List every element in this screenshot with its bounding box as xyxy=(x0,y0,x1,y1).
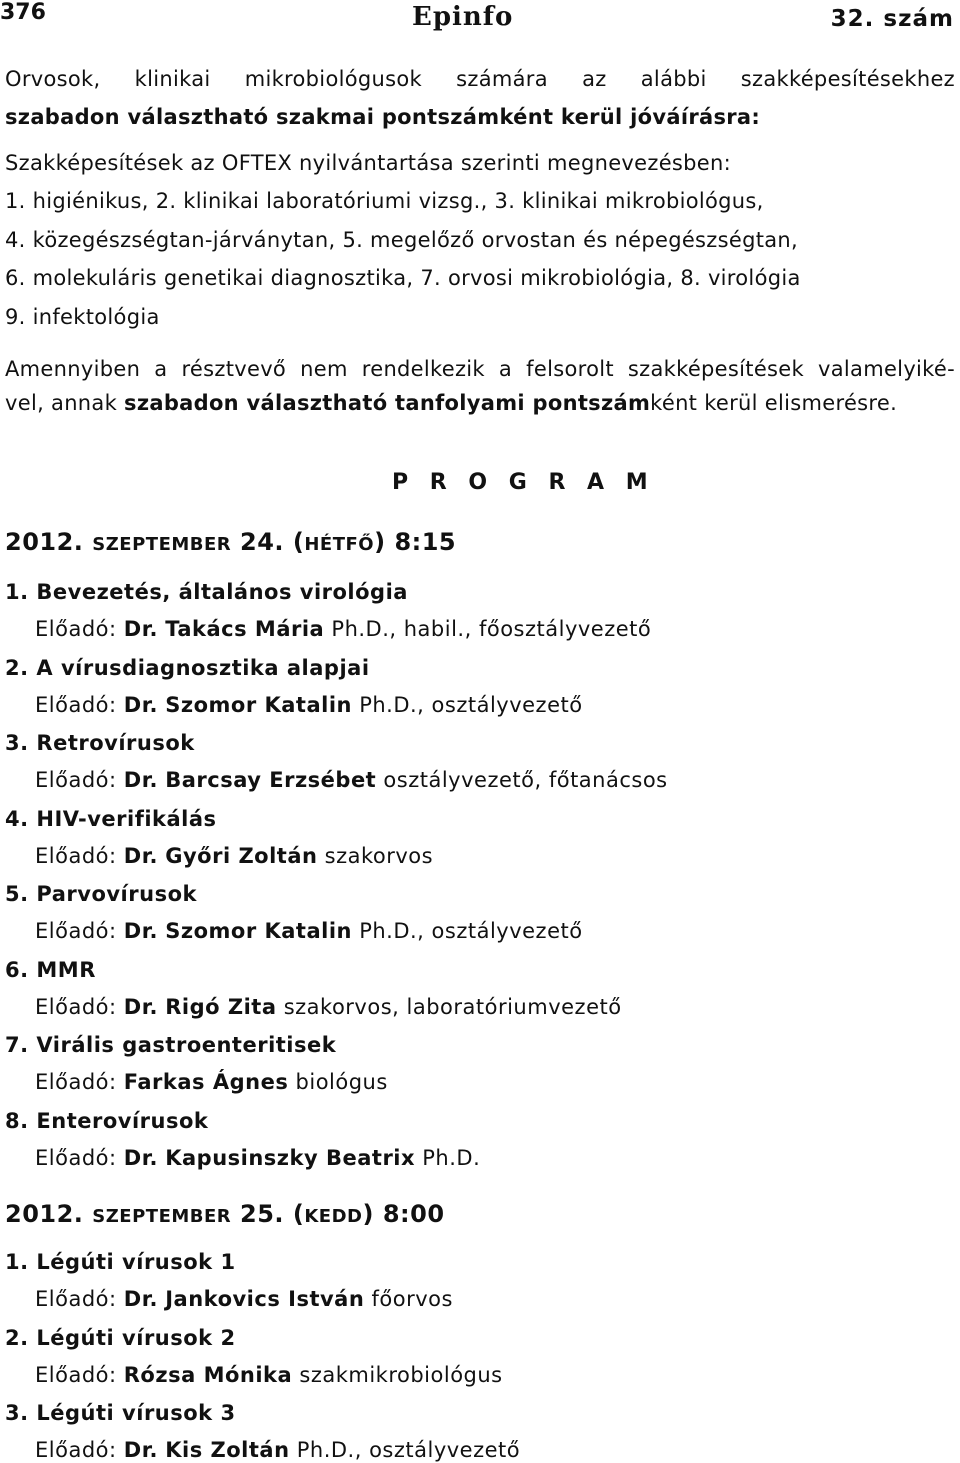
lecture-title: 3. Légúti vírusok 3 xyxy=(5,1401,236,1425)
presenter-title: Dr. xyxy=(123,617,159,641)
lecture-presenter xyxy=(35,919,583,943)
presenter-role: Ph.D., osztályvezető xyxy=(359,919,583,943)
specialty-line-1: 1. higiénikus, 2. klinikai laboratóriumi vizsg., 3. klinikai mikrobiológus, xyxy=(5,189,764,213)
lecture-title: 2. A vírusdiagnosztika alapjai xyxy=(5,655,370,680)
presenter-label: Előadó: xyxy=(35,1438,117,1462)
lecture-title: 5. Parvovírusok xyxy=(5,882,197,906)
condition-line-1: Amennyiben a résztvevő nem rendelkezik a felsorolt szakképesítések valamelyiké- xyxy=(5,357,955,381)
presenter-role: Ph.D., habil., főosztályvezető xyxy=(331,617,652,641)
presenter-role: biológus xyxy=(295,1070,388,1094)
specialty-line-2: 4. közegészségtan-járványtan, 5. megelőző orvostan és népegészségtan, xyxy=(5,228,799,252)
presenter-title: Dr. xyxy=(123,843,159,868)
lecture-title: 1. Bevezetés, általános virológia xyxy=(5,580,408,604)
lecture-presenter xyxy=(35,1070,388,1094)
presenter-label: Előadó: xyxy=(35,768,117,792)
presenter-title: Dr. xyxy=(123,919,159,943)
presenter-name: Farkas Ágnes xyxy=(123,1070,289,1094)
presenter-title: Dr. xyxy=(123,768,159,792)
date-month: SZEPTEMBER xyxy=(92,1206,232,1227)
presenter-role: Ph.D., osztályvezető xyxy=(359,692,583,717)
lecture-presenter xyxy=(35,844,433,868)
presenter-role: Ph.D. xyxy=(422,1145,481,1170)
presenter-role: főorvos xyxy=(371,1287,453,1311)
lecture-title: 4. HIV-verifikálás xyxy=(5,806,217,831)
presenter-name: Kapusinszky Beatrix xyxy=(165,1145,416,1170)
condition-line-2: vel, annak szabadon választható tanfolyami pontszámként kerül elismerésre. xyxy=(5,391,898,415)
lecture-presenter xyxy=(35,693,583,717)
program-date: 2012. SZEPTEMBER 25. (KEDD) 8:00 xyxy=(5,1200,445,1228)
presenter-role: osztályvezető, főtanácsos xyxy=(383,768,668,792)
presenter-name: Barcsay Erzsébet xyxy=(165,768,377,792)
presenter-label: Előadó: xyxy=(35,617,117,641)
lecture-title: 3. Retrovírusok xyxy=(5,731,195,755)
lecture-title: 6. MMR xyxy=(5,957,96,982)
lecture-presenter xyxy=(35,768,668,792)
lecture-presenter xyxy=(35,1438,520,1462)
lecture-presenter xyxy=(35,1146,480,1170)
presenter-name: Rózsa Mónika xyxy=(123,1362,293,1387)
date-year: 2012. xyxy=(5,528,84,556)
date-month: SZEPTEMBER xyxy=(92,534,232,555)
presenter-name: Rigó Zita xyxy=(165,994,277,1019)
intro-line-2: szabadon választható szakmai pontszámként kerül jóváírásra: xyxy=(5,105,761,129)
presenter-name: Győri Zoltán xyxy=(165,843,318,868)
date-day: 25. xyxy=(240,1200,285,1228)
presenter-label: Előadó: xyxy=(35,843,117,868)
presenter-name: Szomor Katalin xyxy=(165,692,352,717)
presenter-role: szakorvos, laboratóriumvezető xyxy=(283,994,622,1019)
page-number: 376 xyxy=(0,0,46,25)
presenter-title: Dr. xyxy=(123,692,159,717)
presenter-label: Előadó: xyxy=(35,1362,117,1387)
presenter-name: Szomor Katalin xyxy=(165,919,352,943)
presenter-label: Előadó: xyxy=(35,919,117,943)
presenter-title: Dr. xyxy=(123,1145,159,1170)
lecture-title: 7. Virális gastroenteritisek xyxy=(5,1033,337,1057)
lecture-presenter xyxy=(35,995,622,1019)
specialty-line-3: 6. molekuláris genetikai diagnosztika, 7. orvosi mikrobiológia, 8. virológia xyxy=(5,266,801,290)
date-weekday: KEDD xyxy=(304,1206,363,1227)
date-weekday: HÉTFŐ xyxy=(304,534,375,555)
program-title: P R O G R A M xyxy=(392,470,655,495)
lecture-presenter xyxy=(35,1287,453,1311)
lecture-title: 8. Enterovírusok xyxy=(5,1108,209,1133)
presenter-role: Ph.D., osztályvezető xyxy=(296,1438,521,1462)
presenter-label: Előadó: xyxy=(35,1287,117,1311)
presenter-label: Előadó: xyxy=(35,1070,117,1094)
lecture-presenter xyxy=(35,617,651,641)
date-time: 8:15 xyxy=(394,528,457,556)
issue-number: 32. szám xyxy=(830,6,954,32)
intro-line-3: Szakképesítések az OFTEX nyilvántartása szerinti megnevezésben: xyxy=(5,151,731,175)
date-year: 2012. xyxy=(5,1200,84,1228)
presenter-name: Jankovics István xyxy=(165,1287,365,1311)
epinfo-logo: Epinfo xyxy=(412,2,514,32)
presenter-title: Dr. xyxy=(123,1438,159,1462)
date-time: 8:00 xyxy=(382,1200,445,1228)
lecture-title: 1. Légúti vírusok 1 xyxy=(5,1250,236,1274)
presenter-label: Előadó: xyxy=(35,692,117,717)
presenter-role: szakorvos xyxy=(324,843,434,868)
date-day: 24. xyxy=(240,528,285,556)
presenter-title: Dr. xyxy=(123,994,159,1019)
lecture-title: 2. Légúti vírusok 2 xyxy=(5,1325,236,1350)
intro-line-1: Orvosok, klinikai mikrobiológusok számára az alábbi szakképesítésekhez xyxy=(5,67,955,91)
lecture-presenter xyxy=(35,1363,503,1387)
specialty-line-4: 9. infektológia xyxy=(5,305,160,329)
program-date: 2012. SZEPTEMBER 24. (HÉTFŐ) 8:15 xyxy=(5,528,457,556)
presenter-name: Kis Zoltán xyxy=(165,1438,290,1462)
presenter-label: Előadó: xyxy=(35,1145,117,1170)
presenter-role: szakmikrobiológus xyxy=(299,1362,503,1387)
presenter-label: Előadó: xyxy=(35,994,117,1019)
presenter-name: Takács Mária xyxy=(165,617,325,641)
presenter-title: Dr. xyxy=(123,1287,159,1311)
